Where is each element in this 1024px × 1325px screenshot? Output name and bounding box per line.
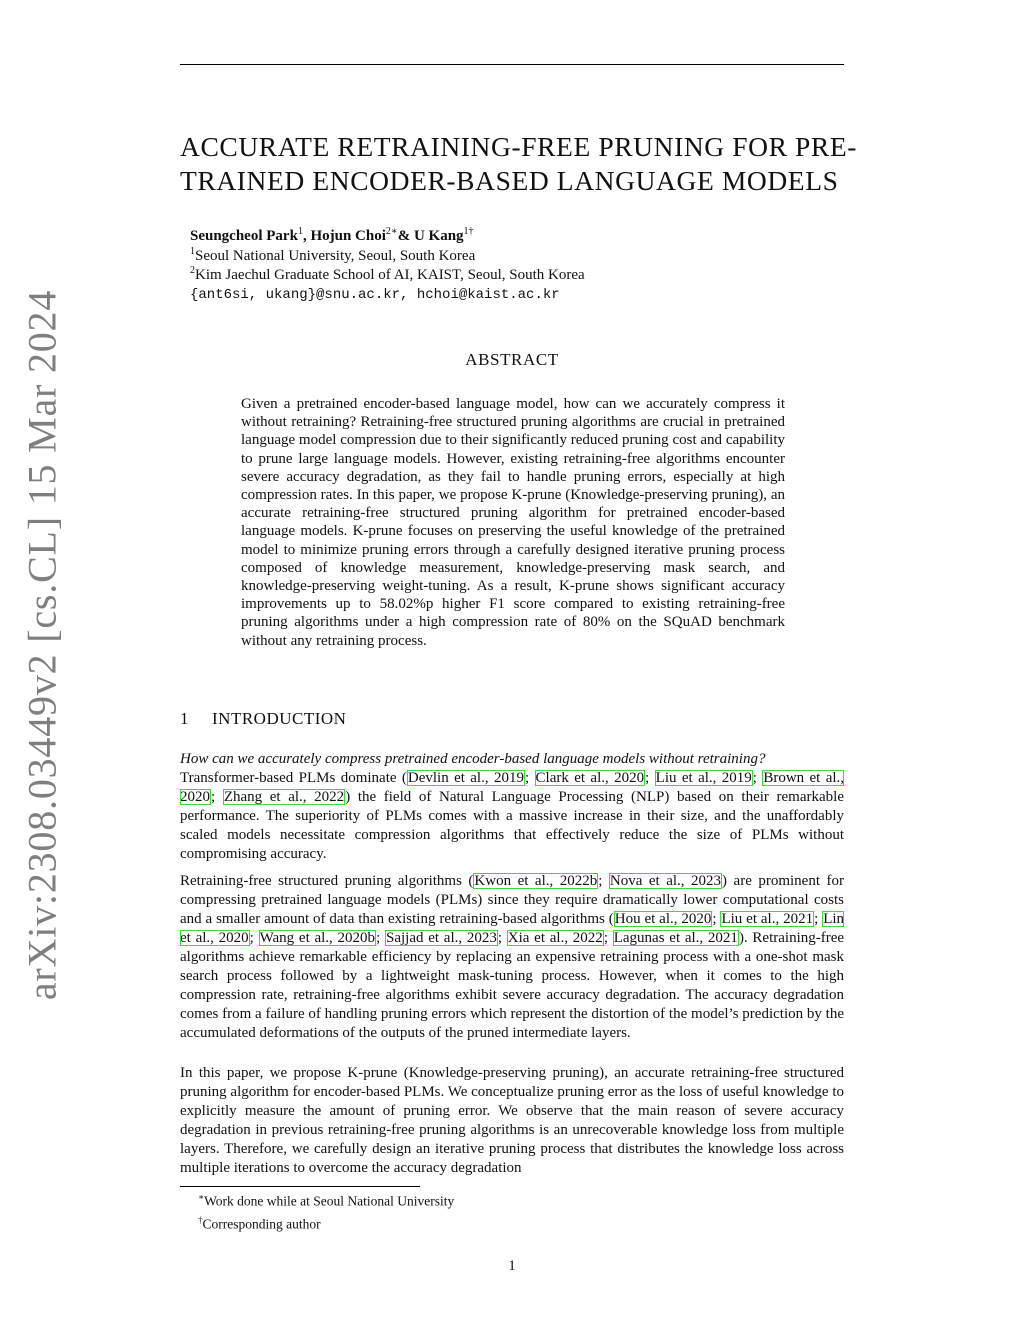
citation-separator: ;: [814, 911, 823, 927]
affiliation-2: [190, 266, 850, 286]
paper-title: [180, 130, 857, 198]
affiliation-1: [190, 247, 850, 267]
citation-link[interactable]: Hou et al., 2020: [614, 911, 712, 927]
author-separator: &: [397, 228, 414, 244]
citation-link[interactable]: Liu et al., 2021: [721, 911, 814, 927]
footnote-text: Work done while at Seoul National University: [204, 1193, 455, 1209]
citation-link[interactable]: Wang et al., 2020b: [259, 930, 376, 946]
abstract-text: Given a pretrained encoder-based language model, how can we accurately compress it without retraining? Retraining-free structured pruning algorithms are crucial in pretrained language model compression due to their significantly reduced pruning cost and capability to prune large language models. However, existing retraining-free algorithms encounter severe accuracy degradation, as they fail to handle pruning errors, especially at high compression rates. In this paper, we propose K-prune (Knowledge-preserving pruning), an accurate retraining-free structured pruning algorithm for pretrained encoder-based language models. K-prune focuses on preserving the useful knowledge of the pretrained model to minimize pruning errors through a carefully designed iterative pruning process composed of knowledge measurement, knowledge-preserving mask search, and knowledge-preserving weight-tuning. As a result, K-prune shows significant accuracy improvements up to 58.02%p higher F1 score compared to existing retraining-free pruning algorithms under a high compression rate of 80% on the SQuAD benchmark without any retraining process.: [241, 396, 785, 649]
citation-link[interactable]: Devlin et al., 2019: [407, 770, 524, 786]
footnote-mark: †: [198, 1214, 203, 1225]
arxiv-identifier-stamp: arXiv:2308.03449v2 [cs.CL] 15 Mar 2024: [19, 289, 65, 1001]
footnote-text: Corresponding author: [202, 1216, 321, 1231]
research-question: How can we accurately compress pretrained encoder-based language models without retraining?: [180, 751, 766, 767]
author-block: [190, 227, 850, 305]
footnote-1: [198, 1188, 454, 1211]
author-separator: ,: [302, 228, 311, 244]
citation-separator: ;: [598, 873, 609, 889]
citation-separator: ;: [376, 930, 385, 946]
citation-link[interactable]: Sajjad et al., 2023: [385, 930, 497, 946]
title-line-2: TRAINED ENCODER-BASED LANGUAGE MODELS: [180, 165, 839, 196]
citation-separator: ;: [249, 930, 259, 946]
paragraph-text: ). Retraining-free algorithms achieve remarkable efficiency by replacing an expensive retraining process with a one-shot mask search process followed by a lightweight mask-tuning process. However, when it comes to the high compression rate, retraining-free algorithms exhibit severe accuracy degradation. The accuracy degradation comes from a failure of handling pruning errors which represent the distortion of the model’s prediction by the accumulated deformations of the outputs of the pruned intermediate layers.: [180, 930, 845, 1041]
affiliation-mark: 2∗: [385, 226, 398, 237]
section-number: 1: [180, 709, 189, 728]
citation-separator: ;: [603, 930, 613, 946]
citation-link[interactable]: Liu et al., 2019: [655, 770, 752, 786]
title-line-1: ACCURATE RETRAINING-FREE PRUNING FOR PRE-: [180, 131, 857, 162]
affiliation-text: Kim Jaechul Graduate School of AI, KAIST, Seoul, South Korea: [195, 267, 585, 283]
author-emails: {ant6si, ukang}@snu.ac.kr, hchoi@kaist.ac.kr: [190, 286, 560, 303]
citation-link[interactable]: Zhang et al., 2022: [223, 789, 345, 805]
citation-link[interactable]: Nova et al., 2023: [609, 873, 722, 889]
intro-paragraph-3: In this paper, we propose K-prune (Knowledge-preserving pruning), an accurate retraining-free structured pruning algorithm for encoder-based PLMs. We conceptualize pruning error as the loss of useful knowledge to explicitly measure the amount of pruning error. We observe that the main reason of severe accuracy degradation in previous retraining-free pruning algorithms is an unrecoverable knowledge loss from multiple layers. Therefore, we carefully design an iterative pruning process that distributes the knowledge loss across multiple iterations to overcome the accuracy degradation: [180, 1065, 844, 1176]
page-number: 1: [508, 1258, 516, 1274]
affiliation-mark: 1: [297, 226, 303, 237]
author-name: Seungcheol Park: [190, 228, 298, 244]
author-name: Hojun Choi: [310, 228, 386, 244]
footnotes: [198, 1188, 454, 1233]
affiliation-mark: 1†: [463, 226, 474, 237]
author-name: U Kang: [413, 228, 464, 244]
abstract-heading: ABSTRACT: [465, 350, 559, 369]
paragraph-text: Retraining-free structured pruning algorithms (: [180, 873, 474, 889]
intro-paragraph-2: [180, 872, 844, 1043]
affiliation-mark: 2: [190, 265, 195, 276]
citation-link[interactable]: Lin et al., 2020: [180, 911, 845, 946]
author-names: [190, 227, 850, 247]
citation-link[interactable]: Lagunas et al., 2021: [613, 930, 738, 946]
citation-link[interactable]: Brown et al., 2020: [180, 770, 845, 805]
citation-link[interactable]: Xia et al., 2022: [507, 930, 603, 946]
citation-separator: ;: [524, 770, 535, 786]
affiliation-text: Seoul National University, Seoul, South Korea: [195, 247, 476, 264]
paragraph-text: ) are prominent for compressing pretrained language models (PLMs) since they require dramatically lower computational costs and a smaller amount of data than existing retraining-based algorithms (: [180, 873, 844, 927]
footnote-mark: ∗: [198, 1192, 205, 1202]
top-rule: [180, 64, 844, 65]
paragraph-text: Transformer-based PLMs dominate (: [180, 770, 407, 786]
citation-separator: ;: [497, 930, 507, 946]
citation-link[interactable]: Kwon et al., 2022b: [474, 873, 598, 889]
footnote-2: [198, 1211, 454, 1234]
section-heading-introduction: [180, 709, 346, 729]
section-title: INTRODUCTION: [212, 709, 347, 728]
citation-separator: ;: [712, 911, 721, 927]
paragraph-text: ) the field of Natural Language Processing (NLP) based on their remarkable performance. The superiority of PLMs comes with a massive increase in their size, and the unaffordably scaled models necessitate compression algorithms that effectively reduce the size of PLMs without compromising accuracy.: [180, 789, 844, 862]
affiliation-mark: 1: [190, 245, 195, 257]
citation-separator: ;: [645, 770, 655, 786]
intro-paragraph-1: [180, 750, 844, 864]
citation-separator: ;: [752, 770, 763, 786]
footnote-rule: [180, 1186, 420, 1187]
citation-separator: ;: [211, 789, 223, 805]
citation-link[interactable]: Clark et al., 2020: [535, 770, 645, 786]
